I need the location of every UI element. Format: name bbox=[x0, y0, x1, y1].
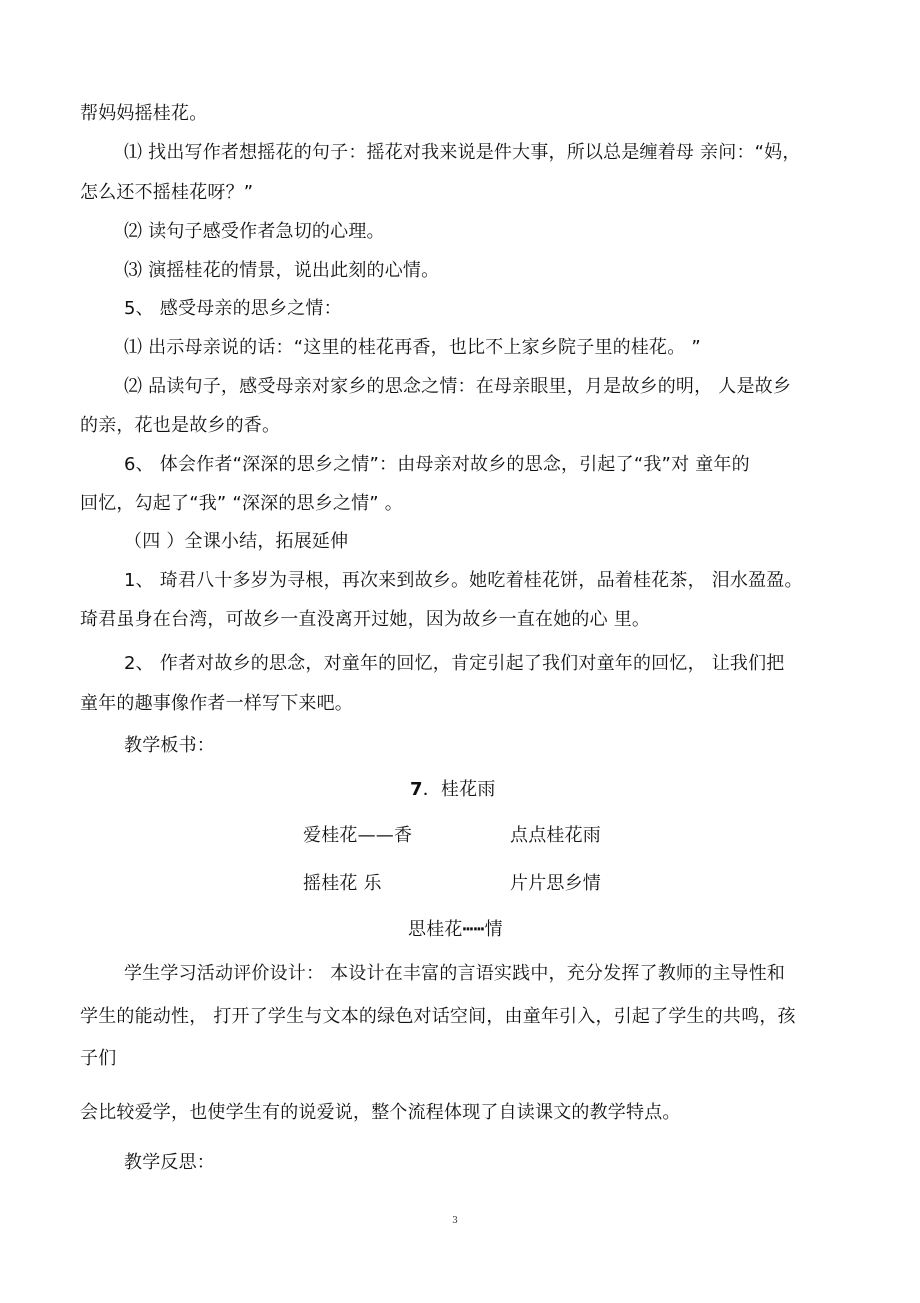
text-line: 2、 作者对故乡的思念，对童年的回忆，肯定引起了我们对童年的回忆， 让我们把 bbox=[124, 653, 785, 674]
section-heading: （四 ）全课小结，拓展延伸 bbox=[124, 531, 349, 552]
text-line: 童年的趣事像作者一样写下来吧。 bbox=[80, 693, 353, 714]
text-line: ⑴ 找出写作者想摇花的句子：摇花对我来说是件大事，所以总是缠着母 亲问：“妈， bbox=[124, 142, 801, 163]
text-line: 5、 感受母亲的思乡之情： bbox=[124, 298, 342, 319]
board-title-text: ．桂花雨 bbox=[422, 779, 496, 800]
text-line: ⑶ 演摇桂花的情景，说出此刻的心情。 bbox=[124, 260, 440, 281]
text-line: 回忆，勾起了“我” “深深的思乡之情” 。 bbox=[80, 493, 403, 514]
text-line: 的亲，花也是故乡的香。 bbox=[80, 415, 281, 436]
board-row1-left: 爱桂花——香 bbox=[303, 825, 413, 846]
text-line: ⑵ 读句子感受作者急切的心理。 bbox=[124, 221, 385, 242]
page-number: 3 bbox=[452, 1216, 458, 1226]
text-line: 琦君虽身在台湾，可故乡一直没离开过她，因为故乡一直在她的心 里。 bbox=[80, 609, 651, 630]
text-line: 1、 琦君八十多岁为寻根，再次来到故乡。她吃着桂花饼，品着桂花茶， 泪水盈盈。 bbox=[124, 570, 803, 591]
board-row2-left: 摇桂花 乐 bbox=[303, 873, 382, 894]
board-title bbox=[410, 778, 496, 802]
board-row1-right: 点点桂花雨 bbox=[510, 825, 601, 846]
eval-line: 会比较爱学，也使学生有的说爱说，整个流程体现了自读课文的教学特点。 bbox=[80, 1102, 681, 1123]
board-row3: 思桂花┅┅情 bbox=[408, 919, 503, 940]
text-line: 教学板书： bbox=[124, 735, 215, 756]
eval-line: 学生学习活动评价设计： 本设计在丰富的言语实践中，充分发挥了教师的主导性和 bbox=[124, 963, 786, 984]
text-line: ⑴ 出示母亲说的话：“这里的桂花再香，也比不上家乡院子里的桂花。 ” bbox=[124, 337, 701, 358]
eval-line: 子们 bbox=[80, 1048, 117, 1069]
text-line: 6、 体会作者“深深的思乡之情”：由母亲对故乡的思念，引起了“我”对 童年的 bbox=[124, 454, 750, 475]
board-title-number: 7 bbox=[410, 779, 423, 800]
text-line: 怎么还不摇桂花呀？” bbox=[80, 182, 254, 203]
text-line: 帮妈妈摇桂花。 bbox=[80, 103, 208, 124]
reflection-heading: 教学反思： bbox=[124, 1152, 215, 1173]
eval-line: 学生的能动性， 打开了学生与文本的绿色对话空间，由童年引入，引起了学生的共鸣，孩 bbox=[80, 1006, 796, 1027]
board-row2-right: 片片思乡情 bbox=[510, 873, 601, 894]
text-line: ⑵ 品读句子，感受母亲对家乡的思念之情：在母亲眼里，月是故乡的明， 人是故乡 bbox=[124, 376, 792, 397]
